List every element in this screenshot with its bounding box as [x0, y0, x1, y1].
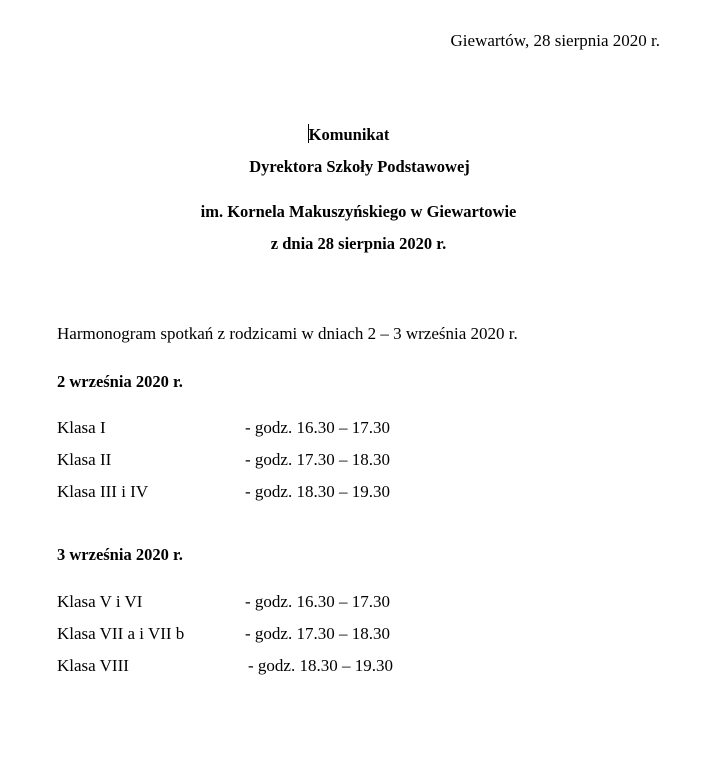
place-date: Giewartów, 28 sierpnia 2020 r.: [450, 31, 660, 50]
title-line-komunikat: [0, 124, 699, 145]
class-label: Klasa II: [57, 450, 112, 469]
meeting-time: - godz. 16.30 – 17.30: [245, 592, 390, 611]
day-heading-sept-2: 2 września 2020 r.: [57, 372, 183, 391]
meeting-time: - godz. 16.30 – 17.30: [245, 418, 390, 437]
class-label: Klasa VII a i VII b: [57, 624, 185, 643]
meeting-time: - godz. 17.30 – 18.30: [245, 624, 390, 643]
title-line-school-name: im. Kornela Makuszyńskiego w Giewartowie: [200, 202, 517, 221]
title-line-dyrektor: Dyrektora Szkoły Podstawowej: [249, 157, 470, 176]
class-label: Klasa VIII: [57, 656, 129, 675]
meeting-time: - godz. 17.30 – 18.30: [245, 450, 390, 469]
title-line-date: z dnia 28 sierpnia 2020 r.: [270, 234, 447, 253]
schedule-intro: Harmonogram spotkań z rodzicami w dniach 2 – 3 września 2020 r.: [57, 324, 518, 343]
meeting-time: - godz. 18.30 – 19.30: [245, 482, 390, 501]
day-heading-sept-3: 3 września 2020 r.: [57, 545, 183, 564]
class-label: Klasa III i IV: [57, 482, 149, 501]
class-label: Klasa V i VI: [57, 592, 143, 611]
class-label: Klasa I: [57, 418, 106, 437]
meeting-time: - godz. 18.30 – 19.30: [248, 656, 393, 675]
title-komunikat-text: Komunikat: [308, 125, 390, 144]
